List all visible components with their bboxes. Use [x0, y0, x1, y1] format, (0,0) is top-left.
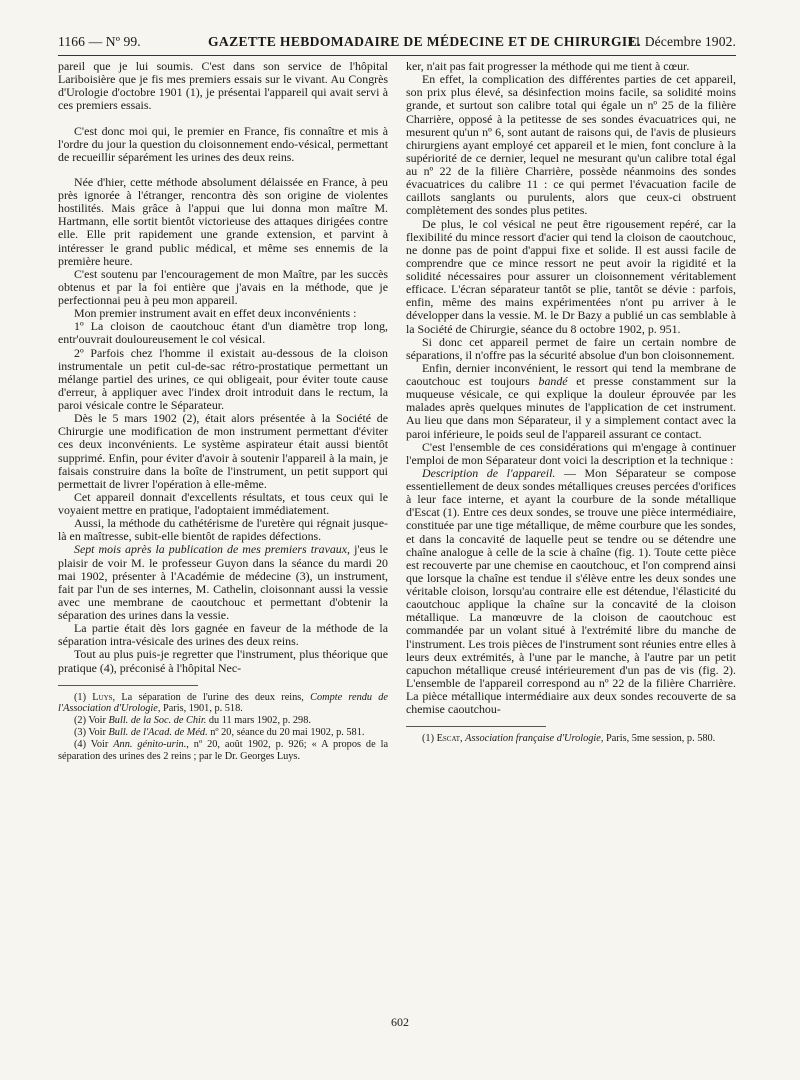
italic-text: Ann. génito-urin. [113, 738, 187, 750]
footnote-author: Luys [92, 691, 113, 703]
paragraph: Aussi, la méthode du cathétérisme de l'uretère qui régnait jusque-là en maîtresse, subit-elle bientôt de rapides défections. [58, 516, 388, 544]
text-span: — Mon Séparateur se compose essentiellement de deux sondes métalliques creuses percées d'orifices à leur face interne, et ayant la courbure de la sonde métallique d'Escat (1). Entre ces deux sondes, se trouve une pièce intermédiaire, constituée par une tige métallique, de même courbure que les sondes, et dans la concavité de laquelle peut se tendre ou se détendre une chaîne analogue à celle de la scie à chaîne (fig. 1). Toute cette pièce est recouverte par une chemise en caoutchouc, et l'on comprend ainsi que lorsque la chaîne est tendue il s'élève entre les deux sondes une véritable cloison, lorsqu'au contraire elle est détendue, l'élasticité du caoutchouc applique la chaîne sur la concavité de la cloison métallique. La manœuvre de la cloison de caoutchouc est commandée par un volant situé à l'extrémité libre du manche de l'instrument. Les trois pièces de l'instrument sont réunies entre elles à leurs deux extrémités, à l'une par le manche, à l'autre par un petit capuchon métallique creusé intérieurement d'un pas de vis (fig. 2). L'ensemble de l'appareil correspond au nº 22 de la filière Charrière. La pièce métallique intermédiaire aux deux sondes recouverte de sa chemise caoutchou- [406, 465, 737, 717]
paragraph [406, 467, 736, 716]
running-header [58, 34, 736, 54]
text-span: et presse constamment sur la muqueuse vésicale, ce qui explique la douleur éprouvée par les malades après quelques minutes de l'application de cet instrument. Au lieu que dans mon Séparateur, il y a simplement contact avec la paroi inférieure, le poids seul de l'appareil assurant ce contact. [406, 374, 736, 441]
paragraph: C'est soutenu par l'encouragement de mon Maître, par les succès obtenus et par la foi entière que j'avais en la méthode, que je perfectionnai peu à peu mon appareil. [58, 266, 388, 307]
paragraph: pareil que je lui soumis. C'est dans son service de l'hôpital Lariboisière que je fis mes premiers essais sur le vivant. Au Congrès d'Urologie d'octobre 1901 (1), je présentai l'appareil qui avait servi à ces premiers essais. [58, 59, 388, 113]
paragraph [58, 543, 388, 622]
footnote-rule [406, 726, 546, 727]
right-column [406, 60, 736, 745]
journal-title: GAZETTE HEBDOMADAIRE DE MÉDECINE ET DE CHIRURGIE. [208, 34, 641, 49]
paragraph: Tout au plus puis-je regretter que l'instrument, plus théorique que pratique (4), préconisé à l'hôpital Nec- [58, 647, 388, 675]
paragraph: C'est donc moi qui, le premier en France, fis connaître et mis à l'ordre du jour la question du cloisonnement endo-vésical, permettant de recueillir séparément les urines des deux reins. [58, 123, 388, 164]
text-span: du 11 mars 1902, p. 298. [206, 715, 311, 727]
paragraph: En effet, la complication des différentes parties de cet appareil, son prix plus élevé, sa désinfection moins facile, sa solidité moins grande, et surtout son calibre total qui égale un nº 25 de la filière Charrière, opposé à la petitesse de ses sondes évacuatrices qui, ne mesurent qu'un nº 6, sont autant de raisons qui, de l'avis de plusieurs chirurgiens ayant employé cet appareil et le mien, font conclure à la supériorité de ce dernier, lequel ne mesurant qu'un calibre total égal au nº 22 de la filière Charrière, possède néanmoins des sondes évacuatrices du calibre 11 : ce qui permet l'évacuation facile de caillots sanglants ou purulents, alors que ceux-ci obstruent complètement des sondes plus petites. [406, 72, 736, 218]
issue-date: 11 Décembre 1902. [627, 34, 736, 49]
header-rule [58, 55, 736, 56]
text-span: , [460, 733, 466, 745]
text-span: nº 20, séance du 20 mai 1902, p. 581. [207, 727, 365, 739]
paragraph: Dès le 5 mars 1902 (2), était alors présentée à la Société de Chirurgie une modification de mon instrument permettant d'éviter ces deux inconvénients. Le système aspirateur était aussi bientôt supprimé. Enfin, pour éviter d'avoir à soutenir l'appareil à la main, je faisais construire dans la boîte de l'instrument, un petit support qui permettait de livrer l'opération à elle-même. [58, 411, 388, 491]
left-column [58, 60, 388, 762]
footnote-author: Escat [436, 733, 461, 745]
text-span: (3) Voir [74, 727, 109, 739]
text-span: (4) Voir [74, 738, 114, 750]
paragraph: 1º La cloison de caoutchouc étant d'un diamètre trop long, entr'ouvrait douloureusement le col vésical. [58, 319, 388, 347]
page-number-issue: 1166 — Nº 99. [58, 34, 141, 49]
text-span: (2) Voir [74, 715, 109, 727]
text-span: Enfin, dernier inconvénient, le ressort qui tend la membrane de caoutchouc est toujours [406, 360, 736, 388]
footnote [58, 692, 388, 716]
footnote [58, 739, 388, 763]
footnote [406, 733, 736, 745]
text-span: , Paris, 5me session, p. 580. [600, 733, 716, 745]
text-span: , La séparation de l'urine des deux reins, [112, 691, 311, 703]
paragraph: La partie était dès lors gagnée en faveur de la méthode de la séparation intra-vésicale des urines des deux reins. [58, 621, 388, 649]
paragraph: ker, n'ait pas fait progresser la méthode qui me tient à cœur. [406, 59, 690, 73]
page-folio: 602 [391, 1015, 409, 1029]
paragraph: Mon premier instrument avait en effet deux inconvénients : [74, 306, 357, 321]
paragraph: Si donc cet appareil permet de faire un certain nombre de séparations, il n'offre pas la sécurité absolue d'un bon cloisonnement. [406, 334, 736, 362]
italic-text: Bull. de la Soc. de Chir. [108, 715, 207, 727]
paragraph: Née d'hier, cette méthode absolument délaissée en France, à peu près ignorée à l'étranger, rencontra dès son origine de violentes hostilités. Mais grâce à l'appui que lui donna mon maître M. Hartmann, elle sortit bientôt victorieuse des attaques dirigées contre elle. Elle prit rapidement une grande extension, et parvint à intéresser le grand public médical, et même ses ennemis de la première heure. [58, 174, 388, 268]
footnote-rule [58, 685, 198, 686]
footnote [58, 715, 388, 727]
italic-text: Bull. de l'Acad. de Méd. [108, 727, 208, 739]
italic-text: Association française d'Urologie [465, 733, 601, 745]
paragraph [406, 362, 736, 441]
paragraph: 2º Parfois chez l'homme il existait au-dessous de la cloison instrumentale un petit cul-de-sac rétro-prostatique permettant un mélange partiel des urines, ce qui obligeait, pour éviter toute cause d'erreur, à appliquer avec l'index droit introduit dans le rectum, la paroi vésicale contre le Séparateur. [58, 345, 388, 412]
section-heading: Description de l'appareil. [422, 465, 556, 480]
paragraph: Cet appareil donnait d'excellents résultats, et tous ceux qui le voyaient mettre en pratique, l'adoptaient immédiatement. [58, 489, 388, 517]
footnote [58, 727, 388, 739]
italic-text: Sept mois après la publication de mes premiers travaux, [74, 542, 351, 557]
text-span: , nº 20, août 1902, p. 926; « A propos de la séparation des urines des 2 reins ; par le Dr. Georges Luys. [58, 738, 389, 762]
text-span: (1) [422, 733, 437, 745]
italic-text: Compte rendu de l'Association d'Urologie [58, 691, 388, 715]
text-span: j'eus le plaisir de voir M. le professeur Guyon dans la séance du mardi 20 mai 1902, présenter à l'Académie de médecine (3), un instrument, fait par l'un de ses internes, M. Cathelin, cloisonnant aussi la vessie avec une membrane de caoutchouc et permettant d'obtenir la séparation des urines dans la vessie. [58, 542, 388, 622]
paragraph: De plus, le col vésical ne peut être rigousement repéré, car la flexibilité du mince ressort d'acier qui tend la cloison de caoutchouc, ne donne pas de point d'appui fixe et solide. Il est aussi facile de comprendre que ce mince ressort ne peut avoir la rigidité et la solidité nécessaires pour assurer un cloisonnement véritablement efficace. L'écran séparateur tantôt se plie, tantôt se dévie : parfois, enfin, même des mains expérimentées n'ont pu arriver à le développer dans la vessie. M. le Dr Bazy a publié un cas semblable à la Société de Chirurgie, séance du 8 octobre 1902, p. 951. [406, 216, 736, 336]
paragraph: C'est l'ensemble de ces considérations qui m'engage à continuer l'emploi de mon Séparateur dont voici la description et la technique : [406, 439, 736, 467]
text-span: (1) [74, 691, 93, 703]
italic-text: bandé [538, 374, 568, 388]
text-span: , Paris, 1901, p. 518. [157, 703, 243, 715]
